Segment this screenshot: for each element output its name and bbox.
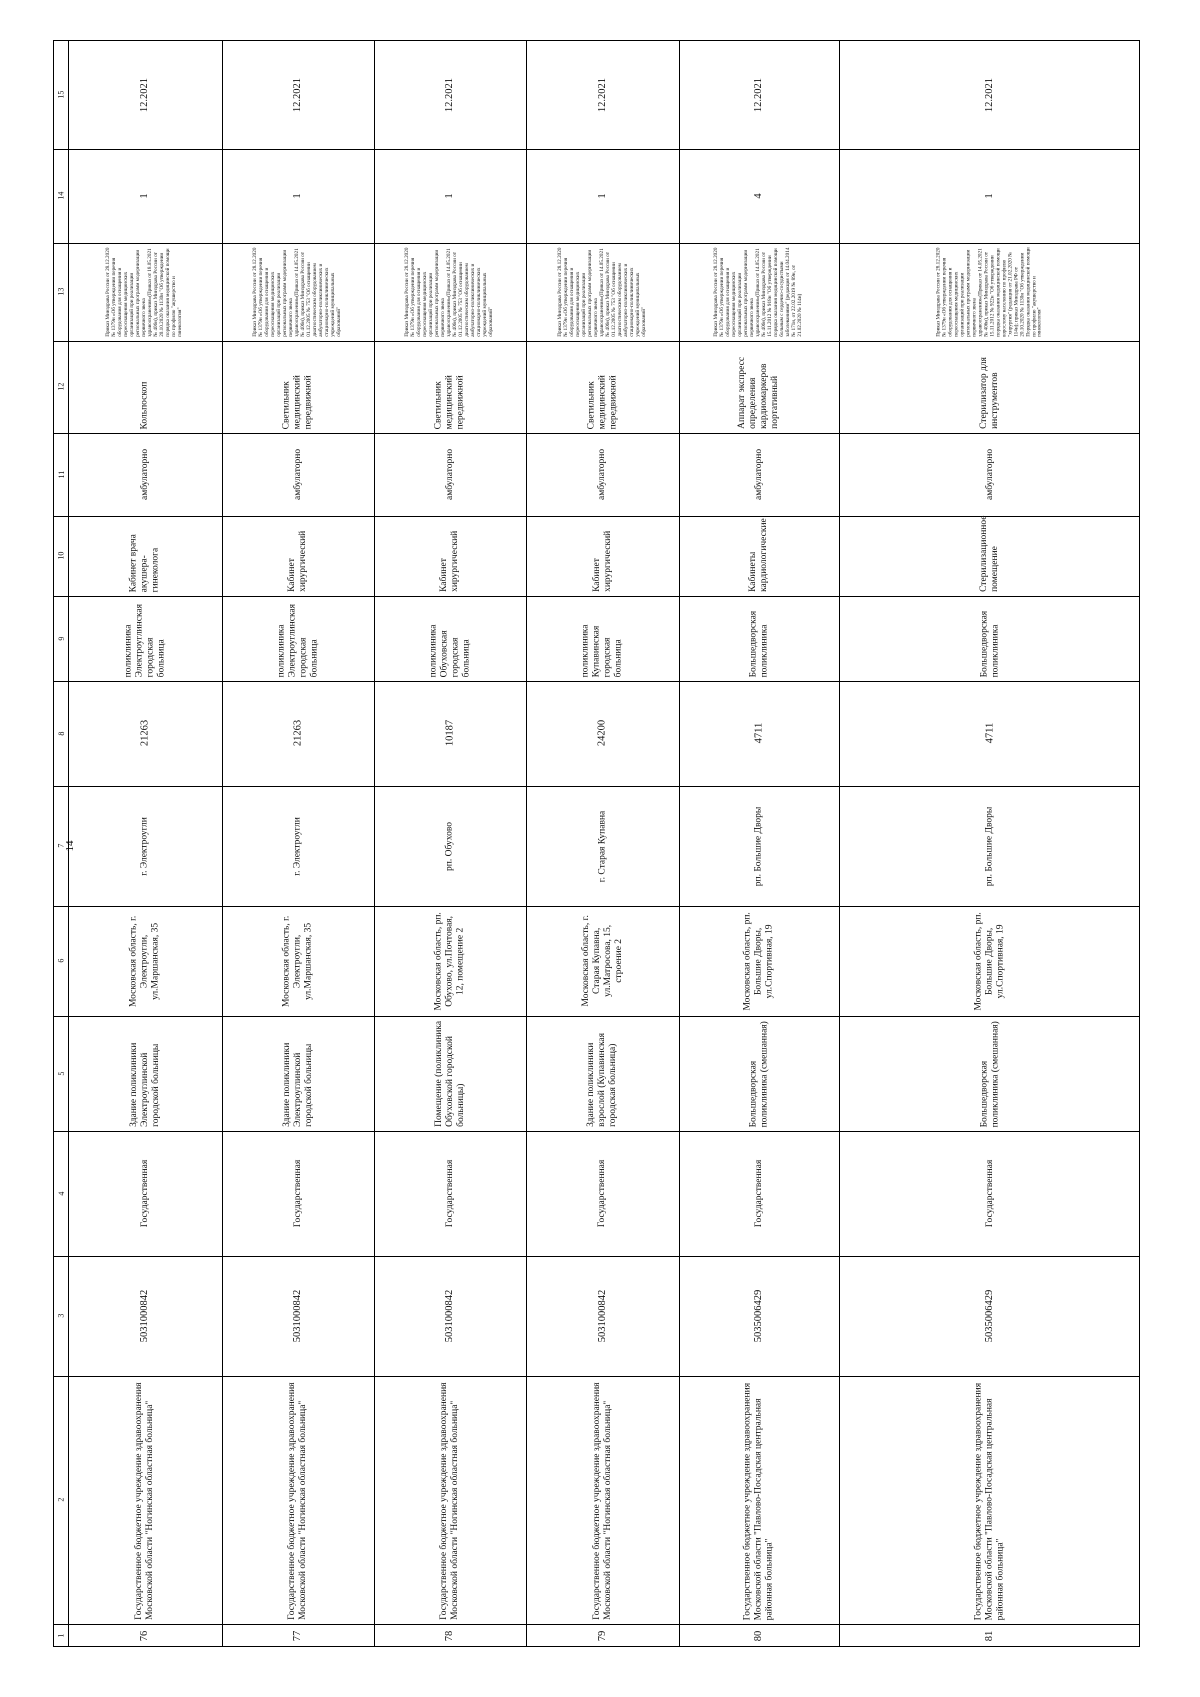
cell-n-text: 79 xyxy=(596,1630,608,1642)
cell-equipment-text: Кольпоскоп xyxy=(139,381,150,429)
cell-org-text: Государственное бюджетное учреждение здравоохранения Московской области "Павлово-Посадская центральная районная больница" xyxy=(973,1382,1006,1620)
cell-unit xyxy=(68,596,222,681)
cell-qty-text: 1 xyxy=(596,193,608,199)
cell-date-text: 12.2021 xyxy=(443,77,455,113)
cell-care xyxy=(839,433,1141,516)
cell-care-text: амбулаторно xyxy=(984,448,995,501)
cell-address xyxy=(222,906,374,1016)
cell-ownership-text: Государственная xyxy=(139,1159,150,1228)
cell-basis-text: Приказ Минздрава России от 28.12.2020 № 1379н «Об утверждении перечня оборудования для оснащения и переоснащения медицинских организаций при реализации региональных программ модернизации первичного звена здравоохранения»(Приказ от 14.05.2021 № 406н), приказ Минздрава России от 01.12.2005 № 753 "Об оснащении диагностическим оборудованием амбулаторно-поликлинических и стационарно-поликлинических учреждений муниципальных образований" xyxy=(252,247,342,337)
cell-population-text: 24200 xyxy=(596,720,608,747)
cell-population xyxy=(839,681,1141,786)
cell-address-text: Московская область, рп. Большие Дворы, ул.Спортивная, 19 xyxy=(742,911,775,1011)
column-number xyxy=(54,149,68,243)
cell-room-text: Кабинет хирургический xyxy=(439,530,460,592)
cell-basis xyxy=(222,243,374,341)
page-number: 14 xyxy=(64,840,76,852)
cell-care xyxy=(679,433,839,516)
column-number xyxy=(54,681,68,786)
cell-qty-text: 4 xyxy=(752,193,764,199)
cell-ownership-text: Государственная xyxy=(292,1159,303,1228)
cell-room xyxy=(374,516,526,596)
cell-ownership-text: Государственная xyxy=(444,1159,455,1228)
equipment-table xyxy=(53,40,1140,1647)
cell-building xyxy=(839,1016,1141,1131)
cell-org-text: Государственное бюджетное учреждение здравоохранения Московской области "Ногинская областная больница" xyxy=(134,1382,155,1620)
cell-room xyxy=(222,516,374,596)
cell-qty-text: 1 xyxy=(138,193,150,199)
cell-inn-text: 5031000842 xyxy=(138,1289,150,1343)
cell-ownership xyxy=(68,1131,222,1256)
cell-inn-text: 5031000842 xyxy=(596,1289,608,1343)
cell-care-text: амбулаторно xyxy=(597,448,608,501)
cell-room-text: Кабинет хирургический xyxy=(287,530,308,592)
cell-equipment xyxy=(68,341,222,433)
cell-locality-text: г. Старая Купавна xyxy=(597,810,608,882)
column-number-text: 4 xyxy=(56,1191,66,1196)
cell-qty xyxy=(68,149,222,243)
cell-locality xyxy=(679,786,839,906)
cell-address-text: Московская область, г. Электроугли, ул.Маршанская, 35 xyxy=(281,915,314,1007)
cell-equipment-text: Светильник медицинский передвижной xyxy=(433,374,466,429)
column-number xyxy=(54,243,68,341)
column-number xyxy=(54,41,68,149)
cell-locality xyxy=(68,786,222,906)
cell-basis xyxy=(526,243,679,341)
cell-building-text: Здание поликлиники Электроуглинской городской больницы xyxy=(281,1042,314,1127)
cell-care-text: амбулаторно xyxy=(444,448,455,501)
cell-unit-text: поликлиника Обуховская городская больница xyxy=(428,624,471,677)
cell-care xyxy=(374,433,526,516)
cell-locality-text: рп. Большие Дворы xyxy=(984,806,995,886)
column-number xyxy=(54,596,68,681)
column-number-text: 8 xyxy=(56,731,66,736)
cell-unit xyxy=(374,596,526,681)
cell-qty xyxy=(374,149,526,243)
cell-inn xyxy=(374,1256,526,1376)
cell-org xyxy=(679,1376,839,1624)
cell-care xyxy=(222,433,374,516)
cell-ownership xyxy=(374,1131,526,1256)
cell-room-text: Стерилизационное помещение xyxy=(979,515,1000,592)
cell-n xyxy=(526,1624,679,1648)
cell-equipment-text: Светильник медицинский передвижной xyxy=(586,374,618,429)
cell-room-text: Кабинет врача акушера-гинеколога xyxy=(128,533,161,592)
cell-equipment xyxy=(374,341,526,433)
cell-date xyxy=(222,41,374,149)
column-number-text: 14 xyxy=(56,192,66,200)
cell-date xyxy=(374,41,526,149)
cell-care xyxy=(526,433,679,516)
cell-building-text: Здание поликлиники Электроуглинской городской больницы xyxy=(128,1042,161,1127)
cell-room-text: Кабинет хирургический xyxy=(591,530,613,592)
cell-basis-text: Приказ Минздрава России от 28.12.2020 № 1379н «Об утверждении перечня оборудования для оснащения и переоснащения медицинских организаций при реализации региональных программ модернизации первичного звена здравоохранения»(Приказ от 18.05.2021 № 406н), приказ Минздрава России от 20.10.2020 № 1130н "Об утверждении порядка оказания медицинской помощи по профилю "акушерство и гинекология" xyxy=(105,247,183,337)
cell-population-text: 21263 xyxy=(291,720,303,747)
cell-inn-text: 5035006429 xyxy=(752,1289,764,1343)
cell-org-text: Государственное бюджетное учреждение здравоохранения Московской области "Ногинская областная больница" xyxy=(591,1382,613,1620)
column-number-text: 9 xyxy=(56,636,66,641)
cell-address xyxy=(679,906,839,1016)
cell-locality xyxy=(839,786,1141,906)
column-number-text: 2 xyxy=(56,1498,66,1502)
cell-address xyxy=(526,906,679,1016)
cell-equipment xyxy=(679,341,839,433)
cell-basis xyxy=(68,243,222,341)
column-number-text: 1 xyxy=(56,1634,66,1638)
cell-building xyxy=(526,1016,679,1131)
cell-inn-text: 5031000842 xyxy=(443,1289,455,1343)
column-number-text: 7 xyxy=(56,844,66,848)
cell-unit xyxy=(839,596,1141,681)
cell-room xyxy=(526,516,679,596)
cell-date xyxy=(679,41,839,149)
cell-date xyxy=(839,41,1141,149)
cell-date-text: 12.2021 xyxy=(291,77,303,113)
cell-care-text: амбулаторно xyxy=(292,448,303,501)
column-number-text: 12 xyxy=(56,383,66,391)
cell-date-text: 12.2021 xyxy=(596,77,608,113)
cell-population-text: 4711 xyxy=(752,723,764,744)
column-number xyxy=(54,1376,68,1624)
cell-unit xyxy=(222,596,374,681)
column-number-text: 10 xyxy=(56,552,66,560)
cell-date-text: 12.2021 xyxy=(752,77,764,113)
cell-population xyxy=(679,681,839,786)
cell-building-text: Здание поликлиники взрослой (Купавинская городская больница) xyxy=(586,1033,618,1127)
cell-building xyxy=(222,1016,374,1131)
cell-room xyxy=(839,516,1141,596)
cell-inn xyxy=(679,1256,839,1376)
cell-basis xyxy=(374,243,526,341)
cell-building-text: Большедворская поликлиника (смешанная) xyxy=(979,1020,1000,1127)
cell-locality xyxy=(222,786,374,906)
cell-inn-text: 5031000842 xyxy=(291,1289,303,1343)
cell-care xyxy=(68,433,222,516)
cell-n xyxy=(839,1624,1141,1648)
cell-n xyxy=(374,1624,526,1648)
column-number xyxy=(54,1256,68,1376)
cell-equipment xyxy=(526,341,679,433)
cell-unit-text: поликлиника Купавинская городская больница xyxy=(580,624,624,677)
column-number-text: 6 xyxy=(56,959,66,963)
cell-building xyxy=(374,1016,526,1131)
column-number xyxy=(54,906,68,1016)
cell-room xyxy=(679,516,839,596)
cell-unit xyxy=(679,596,839,681)
cell-qty-text: 1 xyxy=(443,193,455,199)
cell-qty xyxy=(222,149,374,243)
cell-address xyxy=(68,906,222,1016)
cell-unit-text: поликлиника Электроуглинская городская больница xyxy=(123,603,166,677)
cell-inn xyxy=(839,1256,1141,1376)
cell-qty xyxy=(526,149,679,243)
column-number-text: 15 xyxy=(56,91,66,99)
cell-org xyxy=(222,1376,374,1624)
cell-qty-text: 1 xyxy=(983,193,995,199)
cell-n-text: 81 xyxy=(983,1630,995,1642)
cell-population xyxy=(222,681,374,786)
cell-address-text: Московская область, рп. Большие Дворы, ул.Спортивная, 19 xyxy=(973,911,1006,1011)
cell-ownership xyxy=(222,1131,374,1256)
cell-unit-text: Большедворская поликлиника xyxy=(979,610,1000,677)
cell-basis xyxy=(679,243,839,341)
cell-n-text: 76 xyxy=(138,1630,150,1642)
column-number-text: 5 xyxy=(56,1071,66,1076)
cell-building-text: Большедворская поликлиника (смешанная) xyxy=(748,1020,769,1127)
column-number-text: 3 xyxy=(56,1314,66,1318)
cell-population xyxy=(526,681,679,786)
cell-unit xyxy=(526,596,679,681)
cell-inn xyxy=(68,1256,222,1376)
cell-basis-text: Приказ Минздрава России от 28.12.2020 № 1379н «Об утверждении перечня оборудования для оснащения и переоснащения медицинских организаций при реализации региональных программ модернизации первичного звена здравоохранения»(Приказ от 14.05.2021 № 406н), приказ Минздрава России от 15.11.2012 № 918н "Об утверждении порядка оказания медицинской помощи больным с сердечно-сосудистыми заболеваниями" (редакция от 14.04.2014 № 171н, от 22.02.2019 № 89н, от 21.02.2020 № 114н) xyxy=(713,247,803,337)
cell-locality xyxy=(526,786,679,906)
column-number xyxy=(54,1131,68,1256)
cell-org xyxy=(374,1376,526,1624)
column-number-text: 11 xyxy=(56,470,66,479)
cell-building xyxy=(679,1016,839,1131)
cell-org-text: Государственное бюджетное учреждение здравоохранения Московской области "Павлово-Посадская центральная районная больница" xyxy=(742,1382,775,1620)
cell-org-text: Государственное бюджетное учреждение здравоохранения Московской области "Ногинская областная больница" xyxy=(287,1382,308,1620)
cell-basis xyxy=(839,243,1141,341)
cell-n-text: 77 xyxy=(291,1630,303,1642)
cell-n xyxy=(679,1624,839,1648)
cell-equipment xyxy=(839,341,1141,433)
cell-qty-text: 1 xyxy=(291,193,303,199)
cell-equipment-text: Аппарат экспресс определения кардиомаркеров портативный xyxy=(737,357,780,429)
cell-date xyxy=(68,41,222,149)
cell-n xyxy=(68,1624,222,1648)
cell-room-text: Кабинеты кардиологические xyxy=(748,518,769,592)
cell-basis-text: Приказ Минздрава России от 28.12.2020 № 1379н «Об утверждении перечня оборудования для оснащения и переоснащения медицинских организаций при реализации региональных программ модернизации первичного звена здравоохранения»(Приказ от 14.05.2021 № 406н), приказ Минздрава России от 15.11.2012 № 922н "Об утверждении порядка оказания медицинской помощи взрослому населению по профилю "хирургия" (редакция от 21.02.2020 № 114н); приказ Минздрава РФ от 20.10.2020 № 1130н "Об утверждении Порядка оказания медицинской помощи по профилю "акушерство и гинекология" xyxy=(935,247,1043,337)
cell-basis-text: Приказ Минздрава России от 28.12.2020 № 1379н «Об утверждении перечня оборудования для оснащения и переоснащения медицинских организаций при реализации региональных программ модернизации первичного звена здравоохранения»(Приказ от 14.05.2021 № 406н), приказ Минздрава России от 01.12.2005 № 753 "Об оснащении диагностическим оборудованием амбулаторно-поликлинических и стационарно-поликлинических учреждений муниципальных образований" xyxy=(556,247,647,337)
cell-address-text: Московская область, г. Старая Купавна, ул.Матросова, 15, строение 2 xyxy=(580,915,624,1007)
cell-ownership xyxy=(526,1131,679,1256)
cell-building xyxy=(68,1016,222,1131)
cell-building-text: Помещение (поликлиника Обуховской городской больницы) xyxy=(433,1021,466,1127)
column-number xyxy=(54,516,68,596)
column-number xyxy=(54,1624,68,1648)
cell-unit-text: Большедворская поликлиника xyxy=(748,610,769,677)
cell-ownership xyxy=(839,1131,1141,1256)
cell-locality-text: рп. Большие Дворы xyxy=(753,806,764,886)
cell-ownership-text: Государственная xyxy=(753,1159,764,1228)
cell-locality-text: г. Электроугли xyxy=(139,816,150,876)
cell-equipment-text: Светильник медицинский передвижной xyxy=(281,374,314,429)
cell-ownership xyxy=(679,1131,839,1256)
cell-ownership-text: Государственная xyxy=(984,1159,995,1228)
column-number xyxy=(54,433,68,516)
cell-population xyxy=(68,681,222,786)
cell-inn xyxy=(222,1256,374,1376)
cell-equipment-text: Стерилизатор для инструментов xyxy=(979,357,1000,429)
cell-org xyxy=(839,1376,1141,1624)
cell-care-text: амбулаторно xyxy=(139,448,150,501)
cell-room xyxy=(68,516,222,596)
cell-locality-text: г. Электроугли xyxy=(292,816,303,876)
cell-org xyxy=(526,1376,679,1624)
cell-qty xyxy=(679,149,839,243)
cell-n-text: 78 xyxy=(443,1630,455,1642)
cell-population-text: 4711 xyxy=(983,723,995,744)
cell-n-text: 80 xyxy=(752,1630,764,1642)
cell-care-text: амбулаторно xyxy=(753,448,764,501)
cell-equipment xyxy=(222,341,374,433)
column-number xyxy=(54,1016,68,1131)
cell-inn-text: 5035006429 xyxy=(983,1289,995,1343)
cell-org xyxy=(68,1376,222,1624)
cell-date-text: 12.2021 xyxy=(983,77,995,113)
cell-basis-text: Приказ Минздрава России от 28.12.2020 № 1379н «Об утверждении перечня оборудования для оснащения и переоснащения медицинских организаций при реализации региональных программ модернизации первичного звена здравоохранения»(Приказ от 14.05.2021 № 406н), приказ Минздрава России от 01.12.2005 № 753 "Об оснащении диагностическим оборудованием амбулаторно-поликлинических и стационарно-поликлинических учреждений муниципальных образований" xyxy=(404,247,494,337)
cell-address-text: Московская область, г. Электроугли, ул.Маршанская, 35 xyxy=(128,915,161,1007)
cell-org-text: Государственное бюджетное учреждение здравоохранения Московской области "Ногинская областная больница" xyxy=(439,1382,460,1620)
cell-locality xyxy=(374,786,526,906)
column-number xyxy=(54,341,68,433)
cell-address xyxy=(374,906,526,1016)
column-number xyxy=(54,786,68,906)
cell-population xyxy=(374,681,526,786)
cell-qty xyxy=(839,149,1141,243)
cell-inn xyxy=(526,1256,679,1376)
cell-unit-text: поликлиника Электроуглинская городская больница xyxy=(276,603,319,677)
cell-locality-text: рп. Обухово xyxy=(444,821,455,871)
cell-address-text: Московская область, рп. Обухово, ул.Почтовая, 12, помещение 2 xyxy=(433,911,466,1011)
cell-population-text: 21263 xyxy=(138,720,150,747)
cell-population-text: 10187 xyxy=(443,720,455,747)
cell-n xyxy=(222,1624,374,1648)
cell-date xyxy=(526,41,679,149)
column-number-text: 13 xyxy=(56,288,66,296)
cell-address xyxy=(839,906,1141,1016)
cell-ownership-text: Государственная xyxy=(597,1159,608,1228)
cell-date-text: 12.2021 xyxy=(138,77,150,113)
